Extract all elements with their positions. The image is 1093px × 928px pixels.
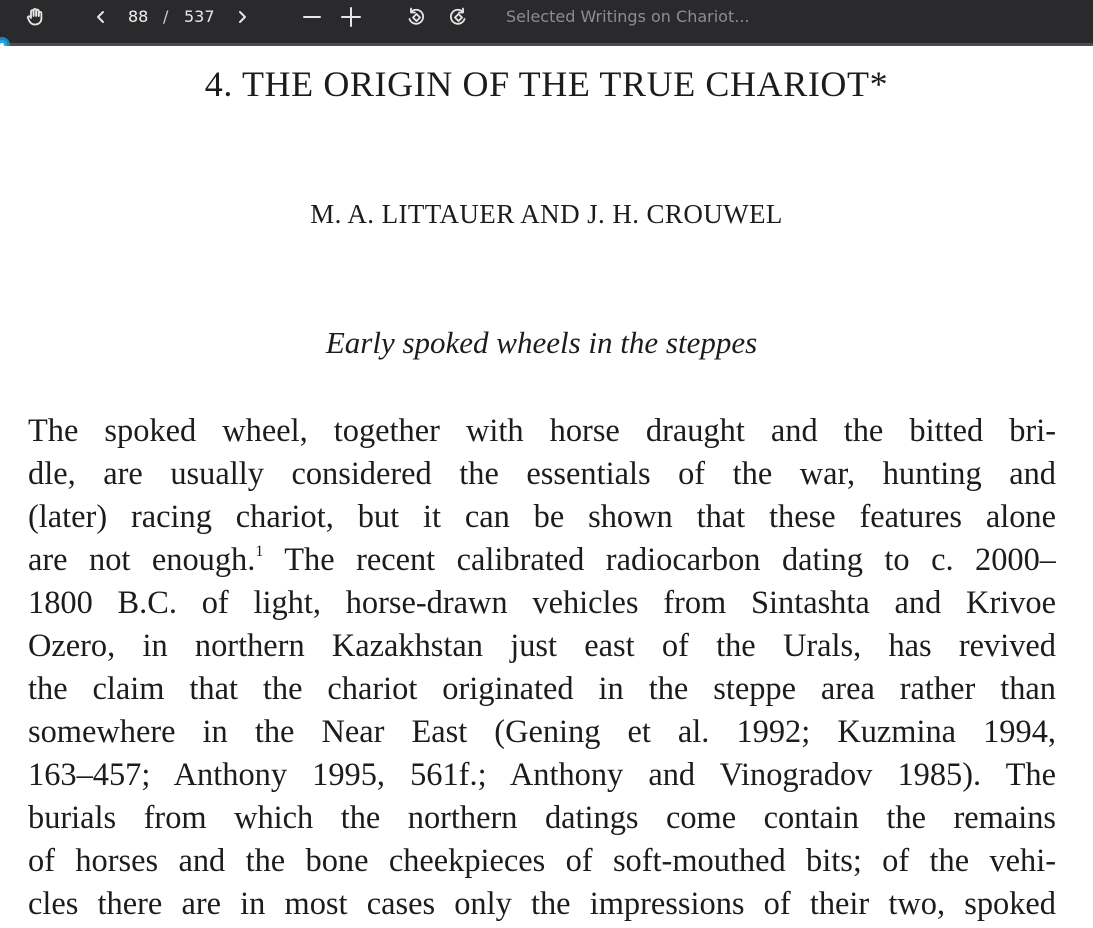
chapter-title: 4. THE ORIGIN OF THE TRUE CHARIOT*	[204, 64, 889, 104]
zoom-in-button[interactable]	[339, 0, 363, 34]
document-title: Selected Writings on Chariot...	[506, 7, 750, 26]
text-line: 163–457; Anthony 1995, 561f.; Anthony and Vinogradov 1985). The	[28, 757, 1056, 793]
text-line: cles there are in most cases only the impressions of their two, spoked	[28, 886, 1056, 922]
text-line: The spoked wheel, together with horse draught and the bitted bri-	[28, 413, 1056, 449]
text-line: the claim that the chariot originated in the steppe area rather than	[28, 671, 1056, 707]
text-line-part: are not enough.	[28, 542, 256, 578]
text-line: Ozero, in northern Kazakhstan just east of the Urals, has revived	[28, 628, 1056, 664]
chevron-right-icon	[236, 9, 248, 25]
text-line: dle, are usually considered the essentials of the war, hunting and	[28, 456, 1056, 492]
chevron-left-icon	[95, 9, 107, 25]
next-page-button[interactable]	[231, 0, 253, 34]
text-line: of horses and the bone cheekpieces of soft-mouthed bits; of the vehi-	[28, 843, 1056, 879]
footnote-marker[interactable]: 1	[255, 543, 264, 560]
page-separator: /	[163, 7, 169, 26]
total-pages: 537	[184, 7, 215, 26]
text-line: burials from which the northern datings come contain the remains	[28, 800, 1056, 836]
section-heading: Early spoked wheels in the steppes	[325, 325, 758, 360]
text-line: 1800 B.C. of light, horse-drawn vehicles from Sintashta and Krivoe	[28, 585, 1056, 621]
text-line-part: The recent calibrated radiocarbon dating to c. 2000–	[263, 542, 1056, 578]
rotate-counterclockwise-button[interactable]	[403, 0, 429, 34]
hand-tool-button[interactable]	[22, 0, 48, 34]
text-line: (later) racing chariot, but it can be shown that these features alone	[28, 499, 1056, 535]
viewer-toolbar	[0, 0, 1093, 46]
rotate-clockwise-icon	[447, 6, 469, 28]
rotate-clockwise-button[interactable]	[445, 0, 471, 34]
previous-page-button[interactable]	[90, 0, 112, 34]
hand-icon	[25, 7, 45, 27]
zoom-out-button[interactable]	[300, 0, 324, 34]
document-page	[0, 46, 1093, 928]
authors: M. A. LITTAUER AND J. H. CROUWEL	[310, 199, 783, 229]
text-line: somewhere in the Near East (Gening et al. 1992; Kuzmina 1994,	[28, 714, 1056, 750]
text-line	[28, 539, 1056, 582]
body-paragraph	[28, 410, 1056, 926]
current-page-input[interactable]: 88	[128, 7, 149, 26]
plus-icon	[340, 6, 362, 28]
rotate-counterclockwise-icon	[405, 6, 427, 28]
minus-icon	[302, 7, 322, 27]
